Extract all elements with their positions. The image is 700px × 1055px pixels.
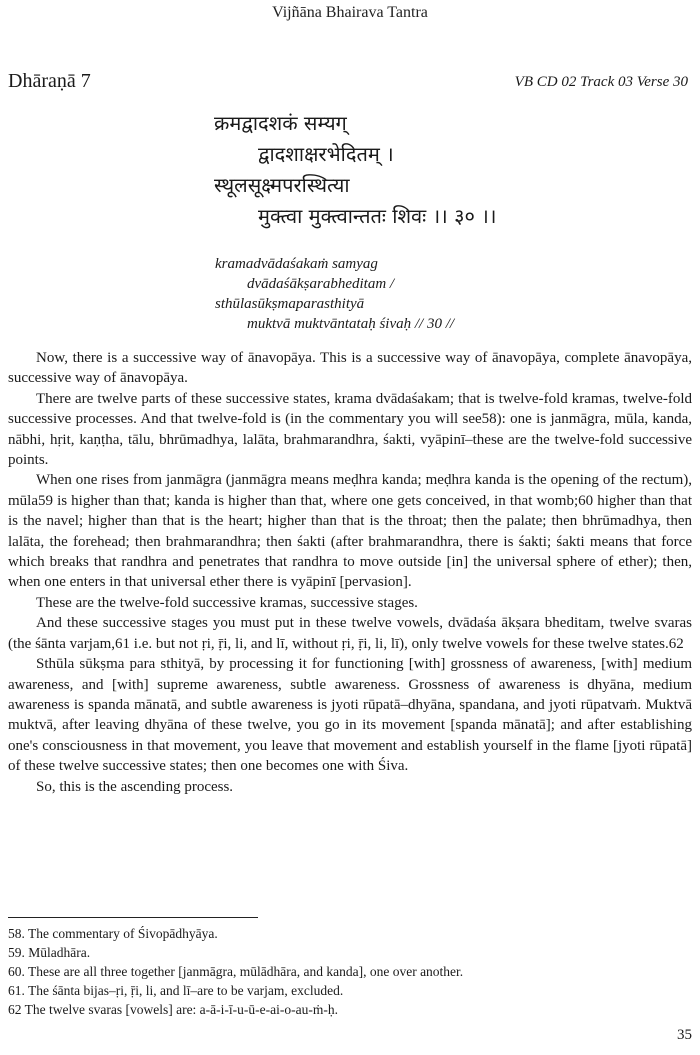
running-header: Vijñāna Bhairava Tantra	[272, 4, 428, 21]
verse-line: स्थूलसूक्ष्मपरस्थित्या	[214, 173, 350, 197]
dharana-label: Dhāraṇā 7	[8, 70, 91, 92]
footnote: 60. These are all three together [janmāgra, mūlādhāra, and kanda], one over another.	[8, 964, 464, 979]
footnote: 59. Mūladhāra.	[8, 945, 91, 960]
paragraph: And these successive stages you must put in these twelve vowels, dvādaśa ākṣara bheditam, twelve svaras (the śānta varjam,61 i.e. but not ṛi, ṝi, li, and lī, without ṛi, ṝi, li, lī), only twelve vowels for these twelve states.62	[8, 615, 692, 652]
commentary-body	[8, 348, 692, 797]
footnote-divider	[8, 917, 258, 918]
verse-line: द्वादशाक्षरभेदितम् ।	[258, 142, 394, 166]
translit-line: kramadvādaśakaṁ samyag	[215, 256, 378, 272]
paragraph: These are the twelve-fold successive kramas, successive stages.	[36, 594, 418, 611]
paragraph: There are twelve parts of these successive states, krama dvādaśakam; that is twelve-fold kramas, twelve-fold successive processes. And that twelve-fold is (in the commentary you will see58): one is janmāgra, mūla, kanda, nābhi, hṛit, kaṇṭha, tālu, bhrūmadhya, lalāta, brahmarandhra, śakti, vyāpinī–these are the twelve-fold successive points.	[8, 390, 692, 469]
footnote: 58. The commentary of Śivopādhyāya.	[8, 926, 218, 941]
paragraph: When one rises from janmāgra (janmāgra means meḍhra kanda; meḍhra kanda is the opening of the rectum), mūla59 is higher than that; kanda is higher than that, where one gets conceived, in that womb;60 higher than that is the navel; higher than that is the heart; higher than that is the throat; then the palate; then bhrūmadhya, then lalāta, the forehead; then brahmarandhra; then śakti (after brahmarandhra, there is śakti; śakti means that force which breaks that randhra and penetrates that randhra to move outside [in] the universal sphere of ether); then, when one enters in that universal ether there is vyāpinī [pervasion].	[8, 472, 692, 591]
paragraph: Sthūla sūkṣma para sthityā, by processing it for functioning [with] grossness of awareness, [with] medium awareness, and [with] supreme awareness, subtle awareness. Grossness of awareness is dhyāna, medium awareness is spanda mānatā, and subtle awareness is jyoti rūpatā–dhyāna, spandana, and jyoti rūpatvaṁ. Muktvā muktvā, after leaving dhyāna of these twelve, you go in its movement [spanda mānatā]; and after establishing one's consciousness in that movement, you leave that movement and establish yourself in the flame [jyoti rūpatā] of these twelve successive states; then one becomes one with Śiva.	[8, 656, 692, 775]
verse-devanagari	[214, 108, 634, 232]
verse-transliteration	[215, 254, 635, 334]
translit-line: muktvā muktvāntataḥ śivaḥ // 30 //	[247, 316, 455, 332]
paragraph: Now, there is a successive way of ānavopāya. This is a successive way of ānavopāya, complete ānavopāya, successive way of ānavopāya.	[8, 350, 692, 387]
paragraph: So, this is the ascending process.	[36, 778, 234, 795]
section-header	[8, 70, 688, 93]
track-label: VB CD 02 Track 03 Verse 30	[514, 74, 688, 90]
verse-line: क्रमद्वादशकं सम्यग्	[214, 111, 347, 135]
translit-line: sthūlasūkṣmaparasthityā	[215, 296, 365, 312]
verse-line: मुक्त्वा मुक्त्वान्ततः शिवः ।। ३० ।।	[258, 204, 497, 228]
footnotes	[8, 924, 692, 1019]
footnote: 61. The śānta bijas–ṛi, ṝi, li, and lī–are to be varjam, excluded.	[8, 983, 344, 998]
translit-line: dvādaśākṣarabheditam /	[247, 276, 395, 292]
page-number: 35	[677, 1027, 692, 1043]
footnote: 62 The twelve svaras [vowels] are: a-ā-i-ī-u-ū-e-ai-o-au-ṁ-ḥ.	[8, 1002, 338, 1017]
